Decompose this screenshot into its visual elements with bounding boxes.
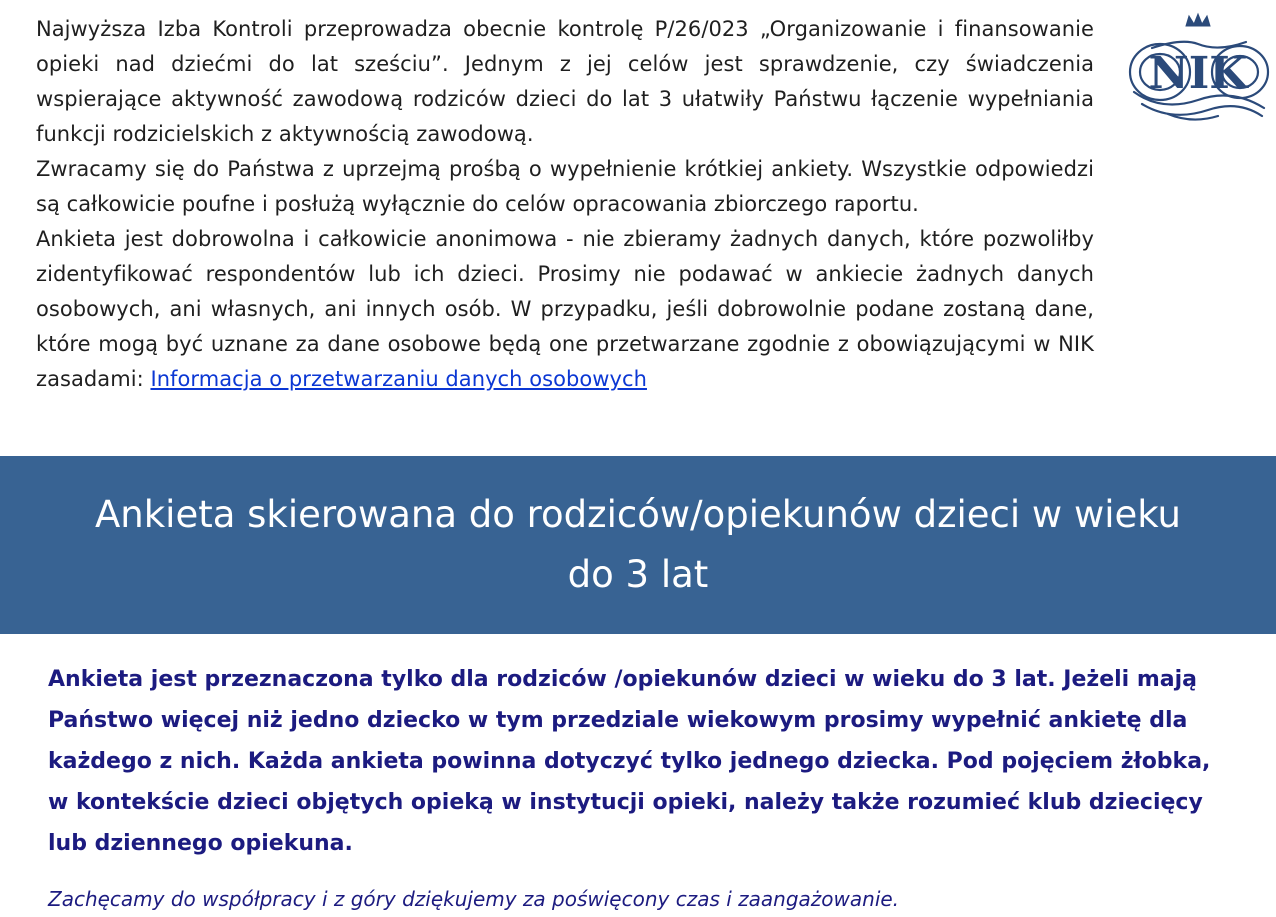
intro-paragraph [36, 222, 1094, 397]
nik-logo-icon [1122, 12, 1274, 124]
privacy-info-link[interactable]: Informacja o przetwarzaniu danych osobowych [150, 367, 647, 391]
survey-title: Ankieta skierowana do rodziców/opiekunów dzieci w wieku do 3 lat [94, 493, 1181, 596]
intro-paragraph: Zwracamy się do Państwa z uprzejmą prośbą o wypełnienie krótkiej ankiety. Wszystkie odpowiedzi są całkowicie poufne i posłużą wyłącznie do celów opracowania zbiorczego raportu. [36, 157, 1094, 216]
logo-text: NIK [1148, 48, 1248, 99]
survey-notice: Ankieta jest przeznaczona tylko dla rodziców /opiekunów dzieci w wieku do 3 lat. Jeżeli mają Państwo więcej niż jedno dziecko w tym przedziale wiekowym prosimy wypełnić ankietę dla każdego z nich. Każda ankieta powinna dotyczyć tylko jednego dziecka. Pod pojęciem żłobka, w kontekście dzieci objętych opieką w instytucji opieki, należy także rozumieć klub dziecięcy lub dziennego opiekuna. [48, 667, 1211, 856]
thanks-note: Zachęcamy do współpracy i z góry dziękujemy za poświęcony czas i zaangażowanie. [48, 887, 900, 911]
survey-title-banner [0, 456, 1276, 634]
intro-paragraph-text: Ankieta jest dobrowolna i całkowicie anonimowa - nie zbieramy żadnych danych, które pozwoliłby zidentyfikować respondentów lub ich dzieci. Prosimy nie podawać w ankiecie żadnych danych osobowych, ani własnych, ani innych osób. W przypadku, jeśli dobrowolnie podane zostaną dane, które mogą być uznane za dane osobowe będą one przetwarzane zgodnie z obowiązującymi w NIK zasadami: [36, 227, 1094, 391]
intro-text [36, 12, 1094, 397]
intro-paragraph: Najwyższa Izba Kontroli przeprowadza obecnie kontrolę P/26/023 „Organizowanie i finansowanie opieki nad dziećmi do lat sześciu”. Jednym z jej celów jest sprawdzenie, czy świadczenia wspierające aktywność zawodową rodziców dzieci do lat 3 ułatwiły Państwu łączenie wypełniania funkcji rodzicielskich z aktywnością zawodową. [36, 17, 1094, 146]
